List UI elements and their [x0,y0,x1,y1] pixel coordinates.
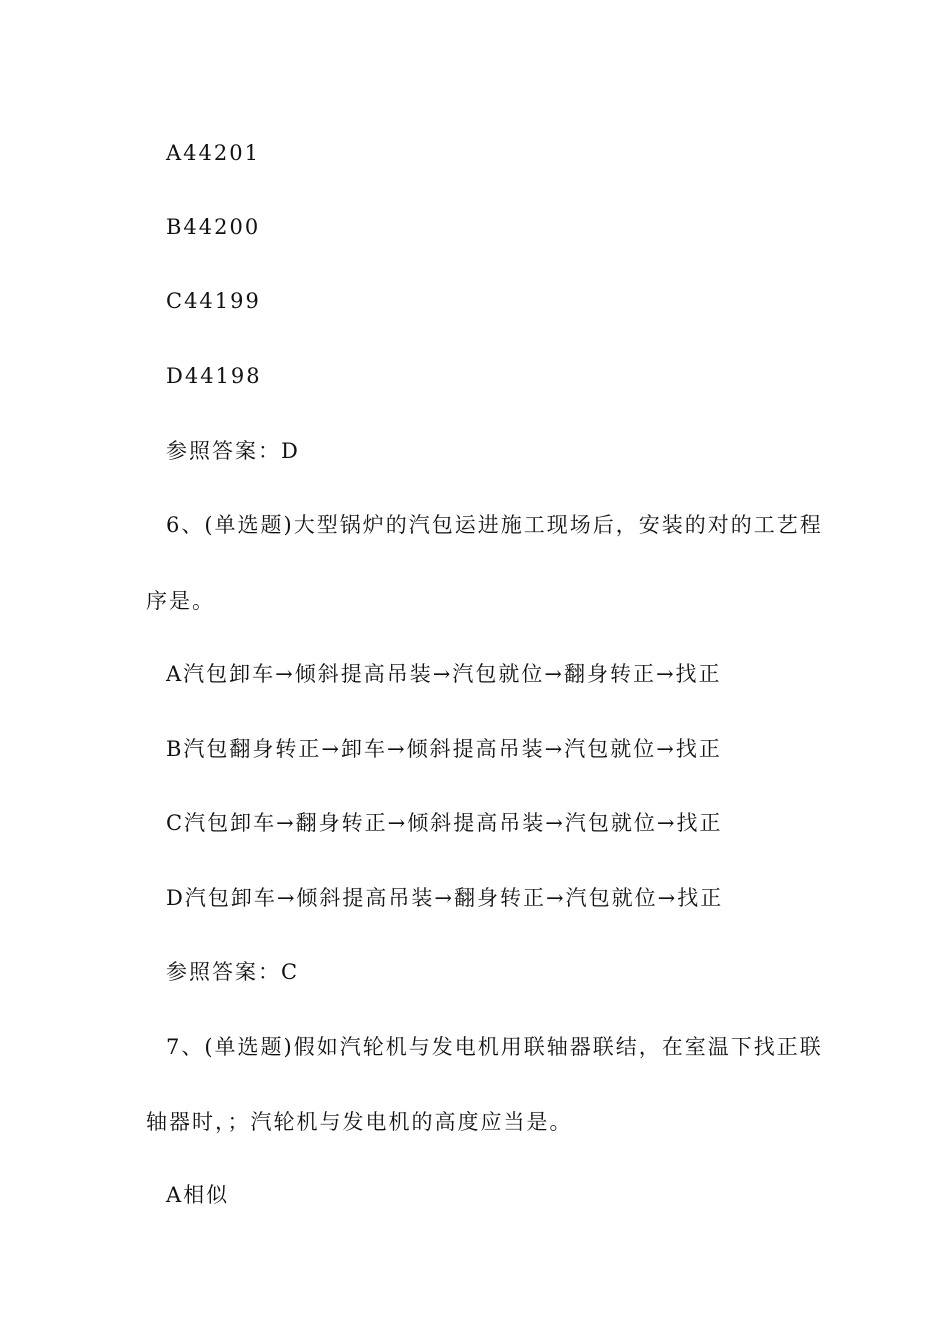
q6-option-d: D汽包卸车→倾斜提高吊装→翻身转正→汽包就位→找正 [166,886,724,910]
q5-option-c: C44199 [166,289,261,313]
q5-option-d: D44198 [166,364,262,388]
q5-option-b: B44200 [166,215,261,239]
q6-stem-line2: 序是。 [146,589,215,613]
q7-stem-line1: 7、(单选题)假如汽轮机与发电机用联轴器联结，在室温下找正联 [166,1035,823,1059]
q6-option-a: A汽包卸车→倾斜提高吊装→汽包就位→翻身转正→找正 [166,662,722,686]
q6-stem-line1: 6、(单选题)大型锅炉的汽包运进施工现场后，安装的对的工艺程 [166,513,823,537]
q6-option-c: C汽包卸车→翻身转正→倾斜提高吊装→汽包就位→找正 [166,811,723,835]
q6-answer: 参照答案：C [166,960,300,984]
q5-option-a: A44201 [166,141,260,165]
q7-stem-line2: 轴器时，；汽轮机与发电机的高度应当是。 [146,1110,573,1134]
q5-answer: 参照答案：D [166,439,300,463]
q7-option-a: A相似 [166,1183,230,1207]
q6-option-b: B汽包翻身转正→卸车→倾斜提高吊装→汽包就位→找正 [166,737,722,761]
